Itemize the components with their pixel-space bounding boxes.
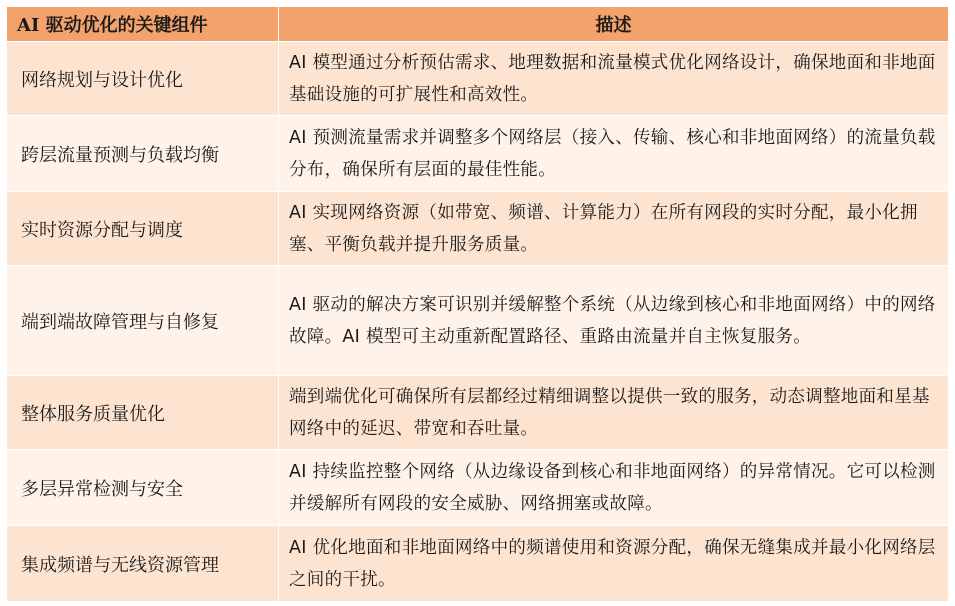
- description-cell: AI 实现网络资源（如带宽、频谱、计算能力）在所有网段的实时分配，最小化拥塞、平衡负载并提升服务质量。: [279, 192, 949, 266]
- description-cell: AI 优化地面和非地面网络中的频谱使用和资源分配，确保无缝集成并最小化网络层之间的干扰。: [279, 526, 949, 602]
- component-cell: 网络规划与设计优化: [7, 42, 279, 116]
- component-cell: 整体服务质量优化: [7, 376, 279, 450]
- table-header-row: [7, 7, 949, 42]
- component-cell: 跨层流量预测与负载均衡: [7, 116, 279, 192]
- description-cell: AI 预测流量需求并调整多个网络层（接入、传输、核心和非地面网络）的流量负载分布，确保所有层面的最佳性能。: [279, 116, 949, 192]
- table-row: [7, 376, 949, 450]
- table-row: [7, 266, 949, 376]
- components-table: [6, 6, 949, 602]
- header-component: AI 驱动优化的关键组件: [7, 7, 279, 42]
- component-cell: 多层异常检测与安全: [7, 450, 279, 526]
- description-cell: AI 持续监控整个网络（从边缘设备到核心和非地面网络）的异常情况。它可以检测并缓解所有网段的安全威胁、网络拥塞或故障。: [279, 450, 949, 526]
- description-cell: AI 驱动的解决方案可识别并缓解整个系统（从边缘到核心和非地面网络）中的网络故障。AI 模型可主动重新配置路径、重路由流量并自主恢复服务。: [279, 266, 949, 376]
- description-cell: 端到端优化可确保所有层都经过精细调整以提供一致的服务，动态调整地面和星基网络中的延迟、带宽和吞吐量。: [279, 376, 949, 450]
- component-cell: 实时资源分配与调度: [7, 192, 279, 266]
- header-description: 描述: [279, 7, 949, 42]
- component-cell: 端到端故障管理与自修复: [7, 266, 279, 376]
- table-row: [7, 526, 949, 602]
- table-container: [6, 6, 948, 602]
- table-row: [7, 116, 949, 192]
- component-cell: 集成频谱与无线资源管理: [7, 526, 279, 602]
- table-row: [7, 192, 949, 266]
- description-cell: AI 模型通过分析预估需求、地理数据和流量模式优化网络设计，确保地面和非地面基础设施的可扩展性和高效性。: [279, 42, 949, 116]
- table-row: [7, 450, 949, 526]
- table-row: [7, 42, 949, 116]
